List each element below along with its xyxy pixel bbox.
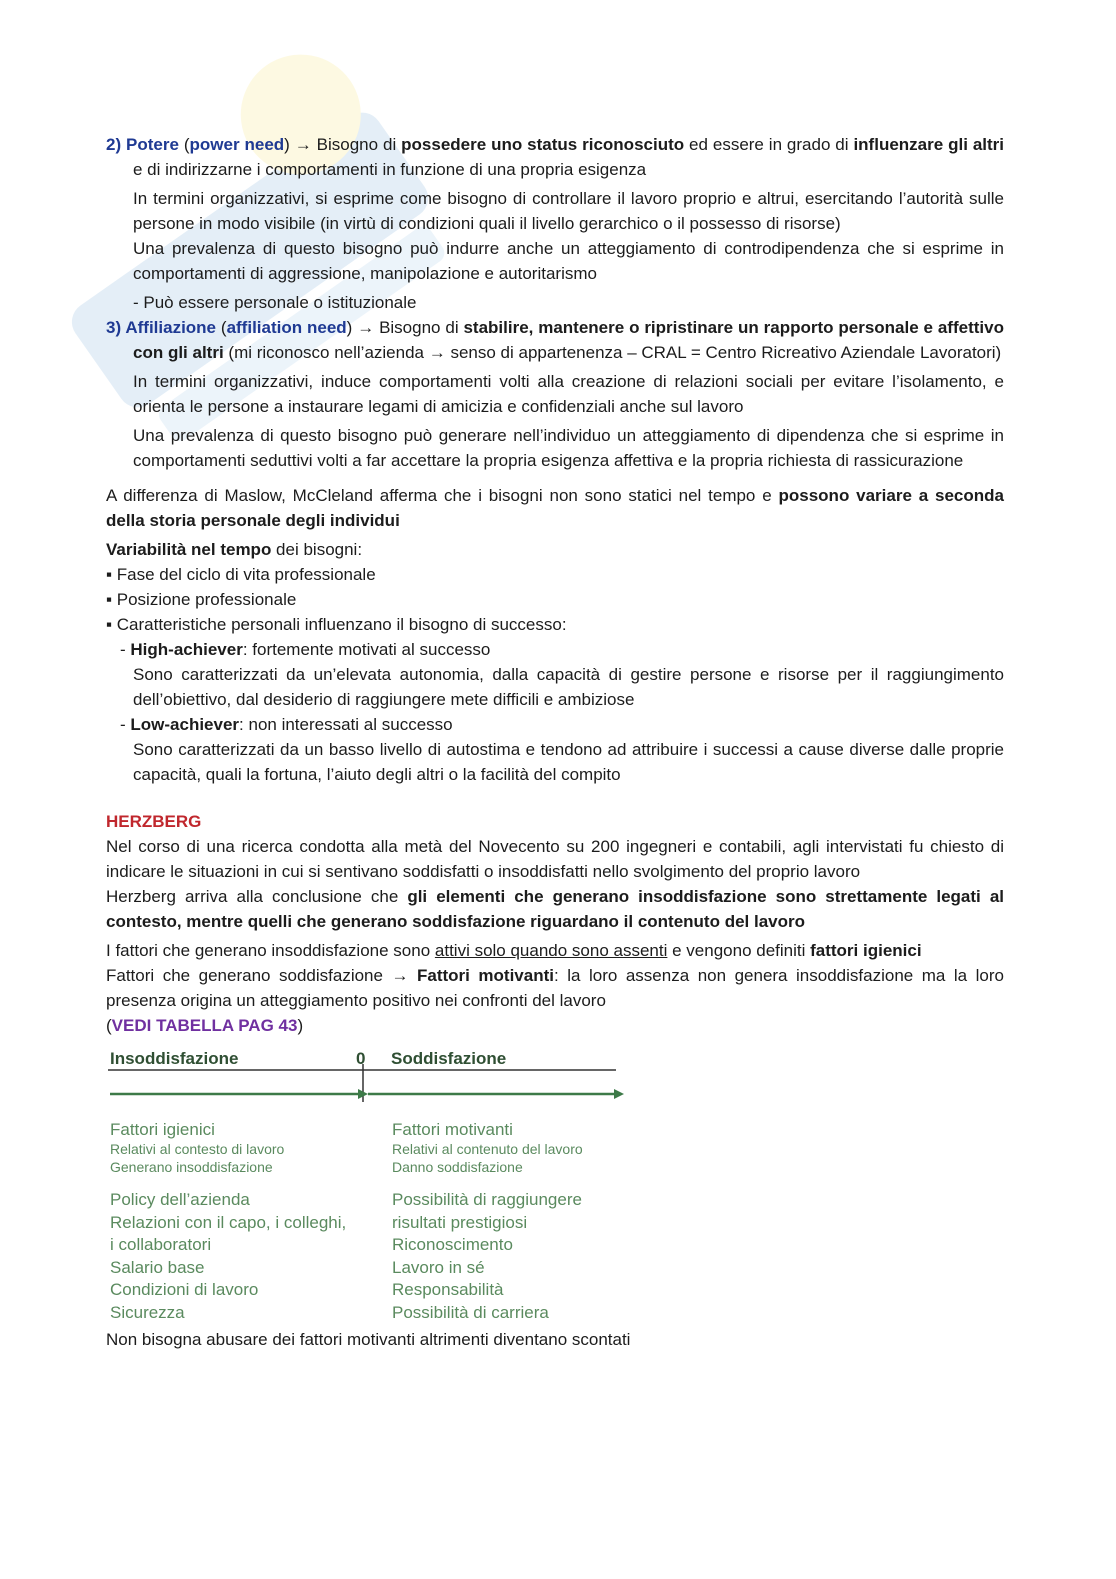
affiliazione-para-2: Una prevalenza di questo bisogno può generare nell’individuo un atteggiamento di dipendenza che si esprime in comportamenti seduttivi volti a far accettare la propria esigenza affettiva e la propria richiesta di rassicurazione (133, 426, 1004, 470)
figure-right-item: Lavoro in sé (392, 1257, 485, 1277)
low-achiever-item: - Low-achiever: non interessati al successo (120, 715, 453, 734)
variability-heading: Variabilità nel tempo dei bisogni: (106, 540, 363, 559)
bullet-item: ▪ Caratteristiche personali influenzano il bisogno di successo: (106, 615, 567, 634)
low-achiever-desc: Sono caratterizzati da un basso livello di autostima e tendono ad attribuire i successi a cause diverse dalle proprie capacità, quali la fortuna, l’aiuto degli altri o la facilità del compito (133, 740, 1004, 784)
figure-right-column: Fattori motivanti Relativi al contenuto del lavoro Danno soddisfazione Possibilità di raggiungere risultati prestigiosi Riconoscimento Lavoro in sé Responsabilità Possibilità di carriera (392, 1120, 583, 1324)
figure-right-head: Soddisfazione (391, 1049, 507, 1068)
closing-sentence: Non bisogna abusare dei fattori motivanti altrimenti diventano scontati (106, 1330, 631, 1349)
figure-left-column: Fattori igienici Relativi al contesto di lavoro Generano insoddisfazione Policy dell’azienda Relazioni con il capo, i colleghi, i collaboratori Salario base Condizioni di lavoro Sicurezza (110, 1120, 346, 1324)
figure-left-item: Policy dell’azienda (110, 1190, 250, 1209)
maslow-paragraph: A differenza di Maslow, McCleland afferma che i bisogni non sono statici nel tempo e possono variare a seconda della storia personale degli individui (106, 486, 1004, 530)
herzberg-para-4: Fattori che generano soddisfazione → Fattori motivanti: la loro assenza non genera insoddisfazione ma la loro presenza origina un atteggiamento positivo nei confronti del lavoro (106, 966, 1004, 1010)
figure-left-item: Salario base (110, 1257, 205, 1277)
herzberg-para-1: Nel corso di una ricerca condotta alla metà del Novecento su 200 ingegneri e contabili, agli intervistati fu chiesto di indicare le situazioni in cui si sentivano soddisfatti o insoddisfatti nello svolgimento del proprio lavoro (106, 837, 1004, 881)
herzberg-para-2: Herzberg arriva alla conclusione che gli elementi che generano insoddisfazione sono strettamente legati al contesto, mentre quelli che generano soddisfazione riguardano il contenuto del lavoro (106, 887, 1004, 931)
herzberg-para-3: I fattori che generano insoddisfazione sono attivi solo quando sono assenti e vengono definiti fattori igienici (106, 941, 922, 960)
figure-zero: 0 (356, 1049, 366, 1068)
potere-para-2: Una prevalenza di questo bisogno può indurre anche un atteggiamento di controdipendenza che si esprime in comportamenti di aggressione, manipolazione e autoritarismo (133, 239, 1004, 283)
bullet-item: ▪ Posizione professionale (106, 590, 297, 609)
potere-para-1: In termini organizzativi, si esprime come bisogno di controllare il lavoro proprio e altrui, esercitando l’autorità sulle persone in modo visibile (in virtù di condizioni quali il livello gerarchico o il possesso di risorse) (133, 189, 1004, 233)
high-achiever-item: - High-achiever: fortemente motivati al successo (120, 640, 491, 659)
figure-right-item: Possibilità di raggiungere (392, 1190, 582, 1209)
potere-heading: 2) Potere (power need) → Bisogno di possedere uno status riconosciuto ed essere in grado di influenzare gli altri e di indirizzarne i comportamenti in funzione di una propria esigenza (106, 135, 1005, 179)
affiliazione-heading: 3) Affiliazione (affiliation need) → Bisogno di stabilire, mantenere o ripristinare un rapporto personale e affettivo con gli altri (mi riconosco nell’azienda → senso di appartenenza – CRAL = Centro Ricreativo Aziendale Lavoratori) (106, 318, 1004, 362)
potere-para-3: - Può essere personale o istituzionale (133, 293, 417, 312)
page-content (106, 132, 1004, 1352)
figure-left-item: i collaboratori (110, 1235, 212, 1254)
herzberg-figure (106, 1044, 636, 1327)
figure-left-item: Relazioni con il capo, i colleghi, (110, 1212, 347, 1232)
high-achiever-desc: Sono caratterizzati da un’elevata autonomia, dalla capacità di gestire persone e risorse per il raggiungimento dell’obiettivo, dal desiderio di raggiungere mete difficili e ambiziose (133, 665, 1004, 709)
affiliazione-para-1: In termini organizzativi, induce comportamenti volti alla creazione di relazioni sociali per evitare l’isolamento, e orienta le persone a instaurare legami di amicizia e confidenziali anche sul lavoro (133, 372, 1004, 416)
figure-right-item: Riconoscimento (392, 1235, 513, 1254)
herzberg-title: HERZBERG (106, 812, 202, 831)
figure-right-item: Responsabilità (392, 1280, 504, 1299)
figure-left-head: Insoddisfazione (110, 1049, 239, 1068)
figure-left-item: Condizioni di lavoro (110, 1280, 259, 1299)
figure-right-item: risultati prestigiosi (392, 1212, 528, 1232)
figure-left-item: Sicurezza (110, 1302, 185, 1322)
figure-right-item: Possibilità di carriera (392, 1302, 549, 1322)
table-reference: (VEDI TABELLA PAG 43) (106, 1016, 304, 1035)
bullet-item: ▪ Fase del ciclo di vita professionale (106, 565, 376, 584)
